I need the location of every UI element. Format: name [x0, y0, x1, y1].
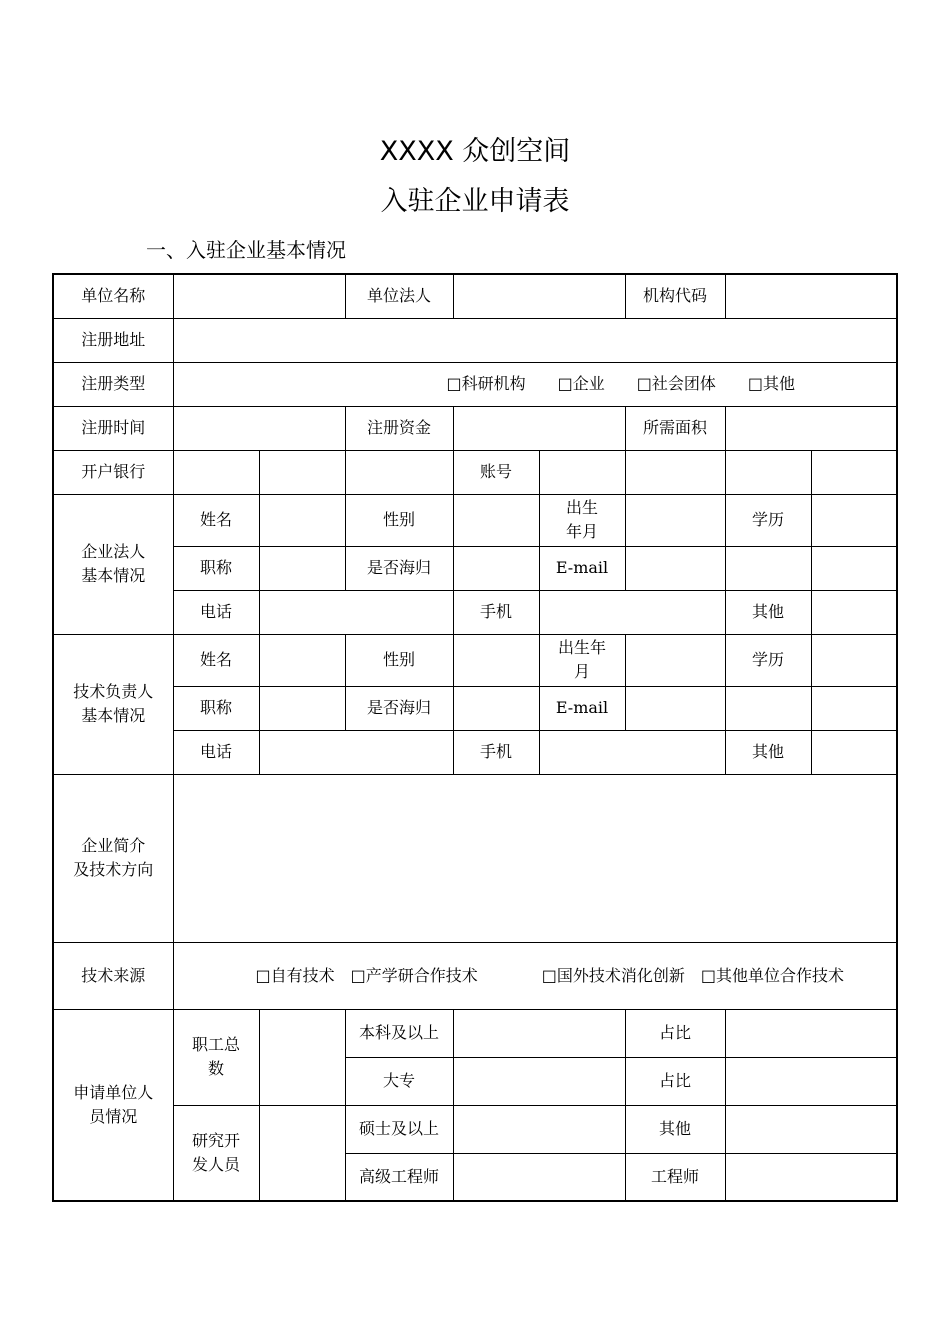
input-legal-title[interactable] — [259, 546, 345, 590]
label-email: E-mail — [539, 546, 625, 590]
label-tech-lead-info: 技术负责人 基本情况 — [53, 634, 173, 774]
label-title-rank: 职称 — [173, 686, 259, 730]
label-junior-college: 大专 — [345, 1057, 453, 1105]
label-name: 姓名 — [173, 634, 259, 686]
input-account-4[interactable] — [811, 450, 897, 494]
input-legal-extra-1[interactable] — [725, 546, 811, 590]
label-ratio: 占比 — [625, 1057, 725, 1105]
row-tech-source — [53, 942, 897, 1009]
label-unit-name: 单位名称 — [53, 274, 173, 318]
label-birth-date: 出生年 月 — [539, 634, 625, 686]
label-profile: 企业简介 及技术方向 — [53, 774, 173, 942]
input-legal-birth[interactable] — [625, 494, 725, 546]
label-reg-capital: 注册资金 — [345, 406, 453, 450]
input-legal-education[interactable] — [811, 494, 897, 546]
row-unit-name — [53, 274, 897, 318]
row-profile — [53, 774, 897, 942]
input-rd-staff[interactable] — [259, 1105, 345, 1201]
application-form-table — [52, 273, 898, 1202]
input-account-2[interactable] — [625, 450, 725, 494]
input-legal-gender[interactable] — [453, 494, 539, 546]
label-education: 学历 — [725, 634, 811, 686]
input-senior-engineer[interactable] — [453, 1153, 625, 1201]
row-tech-title — [53, 686, 897, 730]
input-tech-gender[interactable] — [453, 634, 539, 686]
input-legal-phone[interactable] — [259, 590, 453, 634]
input-tech-returnee[interactable] — [453, 686, 539, 730]
label-returnee: 是否海归 — [345, 546, 453, 590]
input-account-3[interactable] — [725, 450, 811, 494]
input-tech-title[interactable] — [259, 686, 345, 730]
form-title: XXXX 众创空间 — [379, 136, 571, 167]
section-heading: 一、入驻企业基本情况 — [146, 238, 346, 262]
input-bachelor-up[interactable] — [453, 1009, 625, 1057]
input-engineer[interactable] — [725, 1153, 897, 1201]
label-senior-engineer: 高级工程师 — [345, 1153, 453, 1201]
input-tech-extra-1[interactable] — [725, 686, 811, 730]
row-staff-master — [53, 1105, 897, 1153]
input-area-needed[interactable] — [725, 406, 897, 450]
input-tech-other[interactable] — [811, 730, 897, 774]
input-account-1[interactable] — [539, 450, 625, 494]
input-legal-other[interactable] — [811, 590, 897, 634]
input-rd-other[interactable] — [725, 1105, 897, 1153]
input-bank-1[interactable] — [173, 450, 259, 494]
label-total-staff: 职工总 数 — [173, 1009, 259, 1105]
input-college-ratio[interactable] — [725, 1057, 897, 1105]
input-tech-mobile[interactable] — [539, 730, 725, 774]
label-reg-address: 注册地址 — [53, 318, 173, 362]
input-tech-birth[interactable] — [625, 634, 725, 686]
input-legal-returnee[interactable] — [453, 546, 539, 590]
input-junior-college[interactable] — [453, 1057, 625, 1105]
input-reg-address[interactable] — [173, 318, 897, 362]
form-subtitle: 入驻企业申请表 — [380, 186, 570, 217]
row-legal-name — [53, 494, 897, 546]
row-legal-phone — [53, 590, 897, 634]
label-email: E-mail — [539, 686, 625, 730]
label-ratio: 占比 — [625, 1009, 725, 1057]
tech-source-checkboxes[interactable]: □自有技术 □产学研合作技术 □国外技术消化创新 □其他单位合作技术 — [173, 942, 897, 1009]
label-area-needed: 所需面积 — [625, 406, 725, 450]
input-bank-2[interactable] — [259, 450, 345, 494]
label-reg-type: 注册类型 — [53, 362, 173, 406]
reg-type-checkboxes[interactable]: □科研机构 □企业 □社会团体 □其他 — [173, 362, 897, 406]
label-reg-time: 注册时间 — [53, 406, 173, 450]
input-tech-name[interactable] — [259, 634, 345, 686]
input-org-code[interactable] — [725, 274, 897, 318]
label-other: 其他 — [625, 1105, 725, 1153]
label-org-code: 机构代码 — [625, 274, 725, 318]
label-engineer: 工程师 — [625, 1153, 725, 1201]
label-legal-rep: 单位法人 — [345, 274, 453, 318]
input-tech-phone[interactable] — [259, 730, 453, 774]
label-other: 其他 — [725, 730, 811, 774]
input-legal-name[interactable] — [259, 494, 345, 546]
input-legal-rep[interactable] — [453, 274, 625, 318]
label-education: 学历 — [725, 494, 811, 546]
input-bank-3[interactable] — [345, 450, 453, 494]
label-bank: 开户银行 — [53, 450, 173, 494]
label-rd-staff: 研究开 发人员 — [173, 1105, 259, 1201]
input-profile[interactable] — [173, 774, 897, 942]
label-staff-info: 申请单位人 员情况 — [53, 1009, 173, 1201]
label-bachelor-up: 本科及以上 — [345, 1009, 453, 1057]
label-returnee: 是否海归 — [345, 686, 453, 730]
label-mobile: 手机 — [453, 730, 539, 774]
row-bank — [53, 450, 897, 494]
row-reg-time — [53, 406, 897, 450]
input-reg-time[interactable] — [173, 406, 345, 450]
row-tech-phone — [53, 730, 897, 774]
input-reg-capital[interactable] — [453, 406, 625, 450]
label-name: 姓名 — [173, 494, 259, 546]
input-tech-extra-2[interactable] — [811, 686, 897, 730]
row-staff-bachelor — [53, 1009, 897, 1057]
row-reg-address — [53, 318, 897, 362]
input-tech-email[interactable] — [625, 686, 725, 730]
input-unit-name[interactable] — [173, 274, 345, 318]
input-legal-email[interactable] — [625, 546, 725, 590]
input-legal-mobile[interactable] — [539, 590, 725, 634]
label-birth-date: 出生 年月 — [539, 494, 625, 546]
label-phone: 电话 — [173, 730, 259, 774]
label-phone: 电话 — [173, 590, 259, 634]
input-legal-extra-2[interactable] — [811, 546, 897, 590]
row-tech-name — [53, 634, 897, 686]
label-master-up: 硕士及以上 — [345, 1105, 453, 1153]
label-gender: 性别 — [345, 494, 453, 546]
input-bachelor-ratio[interactable] — [725, 1009, 897, 1057]
label-account: 账号 — [453, 450, 539, 494]
label-other: 其他 — [725, 590, 811, 634]
label-mobile: 手机 — [453, 590, 539, 634]
label-gender: 性别 — [345, 634, 453, 686]
row-legal-title — [53, 546, 897, 590]
input-total-staff[interactable] — [259, 1009, 345, 1105]
row-reg-type — [53, 362, 897, 406]
label-legal-person-info: 企业法人 基本情况 — [53, 494, 173, 634]
input-tech-education[interactable] — [811, 634, 897, 686]
label-tech-source: 技术来源 — [53, 942, 173, 1009]
label-title-rank: 职称 — [173, 546, 259, 590]
input-master-up[interactable] — [453, 1105, 625, 1153]
